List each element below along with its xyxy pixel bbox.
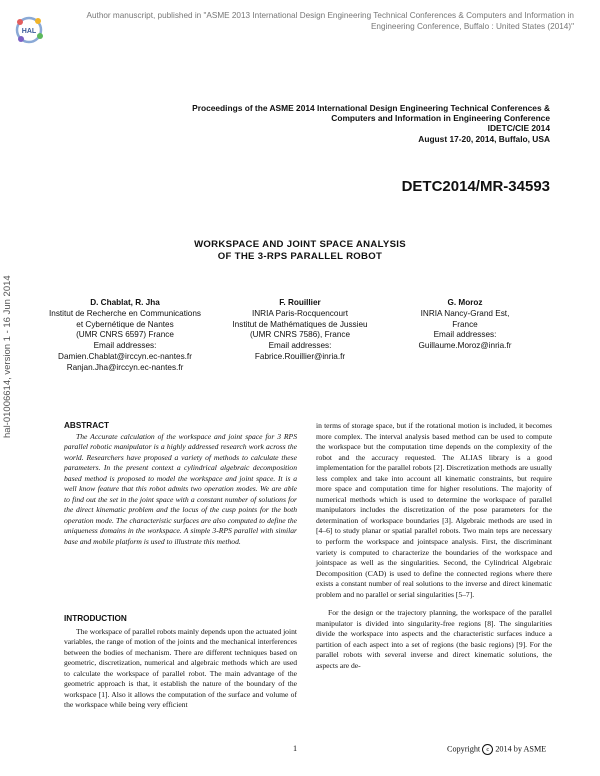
abstract-heading: ABSTRACT [64,421,110,430]
proceedings-line: August 17-20, 2014, Buffalo, USA [418,133,550,144]
author-line: INRIA Paris-Rocquencourt [251,308,348,318]
copyright-suffix: 2014 by ASME [495,744,547,754]
abstract-section [64,421,297,548]
proceedings-line: IDETC/CIE 2014 [487,123,550,134]
paper-id: DETC2014/MR-34593 [401,178,550,195]
abstract-text: The Accurate calculation of the workspace and joint space for 3 RPS parallel robotic manipulator is a highly addressed research work across the world. Researchers have proposed a variety of methods to calculate these parameters. In the present context a cylindrical algebraic decomposition based method is proposed to model the workspace and joint space. It is a well know feature that this robot admits two operation modes. We are able to find out the set in the joint space with a constant number of solutions for the direct kinematic problem and the locus of the cusp points for the both operation mode. The characteristic surfaces are also computed to define the uniqueness domains in the workspace. A simple 3-RPS parallel with similar base and mobile platform is used to illustrate this method. [64,431,297,547]
copyright-prefix: Copyright [447,744,481,754]
author-line: (UMR CNRS 6597) France [76,330,174,340]
body-paragraph: in terms of storage space, but if the rotational motion is included, it becomes more complex. The interval analysis based method can be used to compute the workspace but the computation time depends on the complexity of the robot and the accuracy requested. The ALIAS library is a good implementation for the parallel robots [2]. Discretization methods are usually less complex and take into account all kinematic constraints, but require more space and computation time for higher resolutions. The majority of numerical methods which is used to determine the workspace of parallel manipulators includes the discretization of the pose parameters for the determination of workspace boundaries [3]. Algebraic methods are used in [4–6] to study planar or spatial parallel robots. Two main teps are necessary to perform the workspace and jointspace analysis. First, the discriminant variety is computed to characterize the boundaries of the workspace and jointspace as well as the singularities. Second, the Cylindrical Algebraic Decomposition (CAD) is used to define the connected regions where there exists a constant number of real solutions to the inverse and direct kinematic problem and no parallel or serial singularities [5–7]. [316,421,552,599]
author-line: Email addresses: [93,341,157,351]
author-block [205,298,395,363]
author-line: (UMR CNRS 7586), France [249,330,351,340]
author-line: France [452,319,478,329]
introduction-section [64,614,297,717]
author-block [20,298,230,374]
body-paragraph: For the design or the trajectory planning, the workspace of the parallel manipulator is divided into singularity-free regions [8]. The singularities divide the workspace into aspects and the characteristic surfaces induce a partition of each aspect into a set of regions (the basic regions) [9]. For the parallel robots with several inverse and direct kinematic solutions, the aspects are de- [316,608,552,671]
svg-text:HAL: HAL [21,28,37,35]
copyright-icon: c [482,744,493,755]
author-email[interactable]: Guillaume.Moroz@inria.fr [418,341,512,351]
author-line: Institut de Recherche en Communications [48,308,201,318]
author-line: Institut de Mathématiques de Jussieu [232,319,368,329]
author-line: INRIA Nancy-Grand Est, [420,308,510,318]
title-line: OF THE 3-RPS PARALLEL ROBOT [217,251,383,262]
author-line: Email addresses: [268,341,332,351]
introduction-text: The workspace of parallel robots mainly depends upon the actuated joint variables, the range of motion of the joints and the mechanical interferences between the bodies of mechanism. There are different techniques based on geometric, discretization, numerical and algebraic methods which are used to calculate the workspace of parallel robot. The main advantage of the geometric approach is that, it establish the nature of the boundary of the workspace [1]. Also it allows the computation of the surface and volume of the workspace while being very efficient [64,626,297,710]
hal-publication-note: Author manuscript, published in "ASME 2013 International Design Engineering Technical Conferences & Computers and Information in Engineering Conference, Buffalo : United States (2014)" [86,11,574,31]
paper-title [60,239,540,263]
author-email[interactable]: Fabrice.Rouillier@inria.fr [254,351,346,361]
introduction-heading: INTRODUCTION [64,614,127,623]
author-line: et Cybernétique de Nantes [76,319,174,329]
author-name: D. Chablat, R. Jha [90,298,160,307]
title-line: WORKSPACE AND JOINT SPACE ANALYSIS [194,239,406,250]
hal-side-identifier: hal-01006614, version 1 - 16 Jun 2014 [2,275,13,438]
proceedings-line: Proceedings of the ASME 2014 International Design Engineering Technical Conferences & [192,103,550,113]
proceedings-header [80,103,550,144]
page-number: 1 [293,744,298,753]
author-email[interactable]: Damien.Chablat@irccyn.ec-nantes.fr [58,351,192,361]
hal-logo [12,10,46,50]
author-email[interactable]: Ranjan.Jha@irccyn.ec-nantes.fr [66,362,184,372]
proceedings-line: Computers and Information in Engineering Conference [331,113,550,124]
right-column [316,421,552,678]
author-block [380,298,550,352]
author-name: G. Moroz [447,298,483,307]
author-line: Email addresses: [433,330,497,340]
copyright-line [447,744,546,755]
author-name: F. Rouillier [279,298,321,307]
